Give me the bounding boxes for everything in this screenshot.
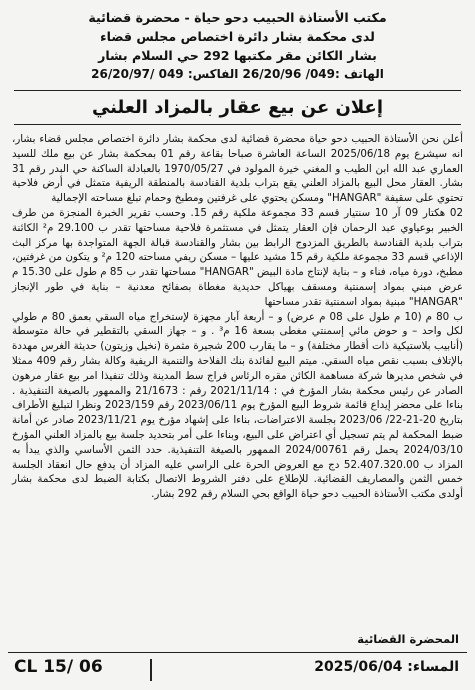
footer-separator bbox=[150, 659, 152, 681]
header-line-court: لدى محكمة بشار دائرة اختصاص مجلس قضاء bbox=[100, 29, 375, 44]
notice-paragraph: أعلن نحن الأستاذة الحبيب دحو حياة محضرة قضائية لدى محكمة بشار دائرة اختصاص مجلس قضاء بشار، انه سيشرع يوم 2025/06/18 الساعة العاشرة صباحا بقاعة رقم 01 بمحكمة بشار عن بيع ملك للسيد العماري عبد الله ابن الطيب و المغني خيرة المولود في 1970/05/27 بالعبادلة الساكنة حي البدر رقم 31 بشار. العقار محل البيع بالمزاد العلني يقع بتراب بلدية القنادسة بالمنطقة الريفية متمثل في أرض فلاحية تحتوي على سقيفة "HANGAR" ومسكن يحتوي على غرفتين ومطبخ وحمام تبلغ مساحته الإجمالية bbox=[12, 133, 464, 205]
notice-body bbox=[12, 132, 463, 502]
header-line-address: بشار الكائن مقر مكتبها 292 حي السلام بشار bbox=[98, 48, 377, 63]
office-header bbox=[18, 8, 457, 84]
publication-code: CL 15/ 06 bbox=[14, 657, 103, 677]
publication-date-label: المساء: bbox=[407, 659, 459, 675]
notice-paragraph: 02 هكتار 09 آر 10 سنتيار قسم 33 مجموعة ملكية رقم 15. وحسب تقرير الخبرة المنجزة من طرف الخبير بوعياوي عبد الرحمان فإن العقار يتمثل في مستثمرة فلاحية مساحتها تقدر ب 29.100 م² الكائنة بتراب بلدية القنادسة بالطريق المزدوج الرابط بين بشار والقنادسة قبالة الجهة المتواجدة بها مركز البث الإذاعي قسم 33 مجموعة ملكية رقم 15 مشيد عليها – مسكن ريفي مساحته 120 م² و يتكون من غرفتين، مطبخ، دورة مياه، فناء و – بناية لإنتاج مادة البيض "HANGAR" مساحتها تقدر ب 85 م طول على 15.30 م عرض مبني بمواد إسمنتية ومسقف بهياكل حديدية مغطاة بصفائح معدنية – بناية في طور الإنجاز "HANGAR" مبنية بمواد اسمنتية تقدر مساحتها bbox=[12, 206, 464, 308]
header-divider bbox=[14, 90, 461, 91]
publication-footer bbox=[8, 652, 467, 685]
notice-paragraph: ب 80 م (10 م طول على 08 م عرض) و – أربعة آبار مجهزة لإستخراج مياه السقي بعمق 80 م طولي لكل واحد – و حوض مائي إسمنتي مغطى بسعة 16 م³ . و – جهاز السقي بالتقطير في حالة متوسطة (أنابيب بلاستيكية ذات أقطار مختلفة) و – ما يقارب 200 شجيرة مثمرة (نخيل وزيتون) حديثة الغرس مهددة بالإتلاف بسبب نقص مياه السقي. ميتم البيع لفائدة بنك الفلاحة والتنمية الريفية وكالة بشار رقم 409 ممثلا في شخص مديرها شركة مساهمة الكائن مقره الرئاس فراج سط المدينة وذلك تنفيذا امر بيع عقار مرهون الصادر عن رئيس محكمة بشار المؤرخ في : 2021/11/14 رقم : 21/1673 والممهور بالصيغة التنفيذية . بناءا على محضر إيداع قائمة شروط البيع المؤرخ يوم 2023/06/11 رقم 2023/159 ونظرا لتبليغ الأطراف بتاريخ 20-21-22/ 2023/06 بجلسة الاعتراضات، بناءا على إشهاد مؤرخ يوم 2023/11/21 صادر عن أمانة ضبط المحكمة لم يتم تسجيل أي اعتراض على البيع، وبناءا على أمر بتحديد جلسة بيع بالمزاد العلني المؤرخ 2024/03/10 يحمل رقم 2024/00761 الممهور بالصيغة التنفيذية. حدد الثمن الأساسي والذي يبدأ به المزاد ب 52.407.320.00 دج مع العروض الحرة على الراسي عليه المزاد أن يدفع حال انعقاد الجلسة خمس الثمن والمصاريف القضائية. للإطلاع على دفتر الشروط الاتصال بكتابة الضبط لدى محكمة بشار أولدى مكتب الأستاذة الحبيب دحو حياة الواقع بحي السلام رقم 292 بشار. bbox=[12, 310, 464, 501]
title-divider bbox=[14, 124, 461, 125]
notice-title: إعلان عن بيع عقار بالمزاد العلني bbox=[91, 97, 384, 118]
publication-date bbox=[314, 659, 459, 675]
publication-date-value: 2025/06/04 bbox=[314, 659, 403, 675]
header-line-office: مكتب الأستاذة الحبيب دحو حياة - محضرة قضائية bbox=[88, 10, 387, 25]
header-line-phones: الهاتف :049/ 26/20/96 الفاكس: 049 /26/20/97 bbox=[91, 67, 384, 81]
bailiff-signature: المحضرة القضائية bbox=[357, 632, 459, 646]
